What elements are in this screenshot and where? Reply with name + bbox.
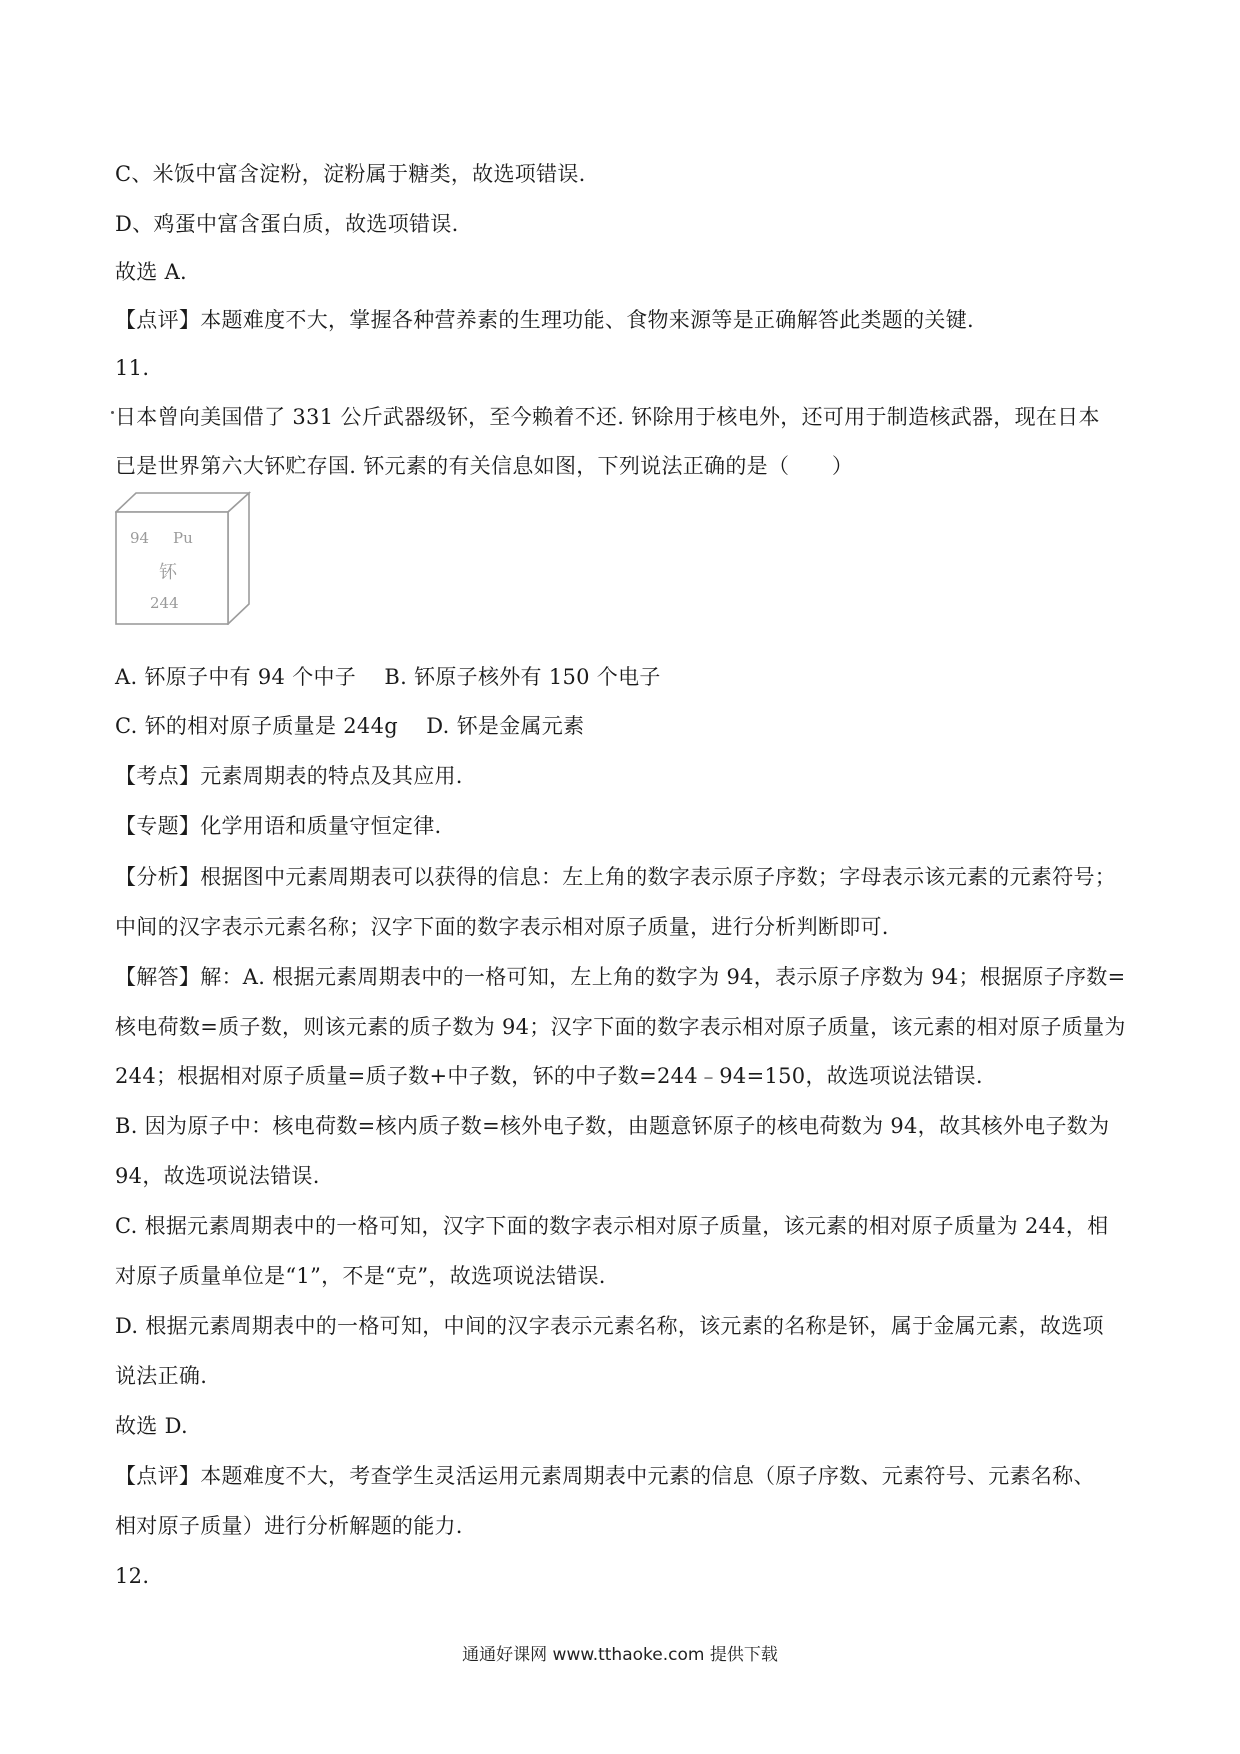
text-line: 【点评】本题难度不大，考查学生灵活运用元素周期表中元素的信息（原子序数、元素符号、元素名称、	[115, 1464, 1095, 1488]
text-line: 【解答】解：A. 根据元素周期表中的一格可知，左上角的数字为 94，表示原子序数为 94；根据原子序数=	[115, 965, 1126, 989]
text-line: 故选 D.	[115, 1414, 188, 1438]
element-name: 钚	[159, 562, 177, 583]
text-line: 对原子质量单位是“1”，不是“克”，故选项说法错误.	[115, 1264, 606, 1288]
text-line: C、米饭中富含淀粉，淀粉属于糖类，故选项错误.	[115, 162, 586, 186]
text-line: D. 根据元素周期表中的一格可知，中间的汉字表示元素名称，该元素的名称是钚，属于金属元素，故选项	[115, 1314, 1104, 1338]
element-mass: 244	[150, 594, 179, 612]
element-symbol: Pu	[173, 529, 193, 547]
question-number: 11.	[115, 356, 150, 380]
page-footer: 通通好课网 www.tthaoke.com 提供下载	[462, 1645, 778, 1665]
text-line: D、鸡蛋中富含蛋白质，故选项错误.	[115, 212, 459, 236]
text-line: 故选 A.	[115, 260, 188, 284]
text-line: B. 因为原子中：核电荷数=核内质子数=核外电子数，由题意钚原子的核电荷数为 94，故其核外电子数为	[115, 1114, 1110, 1138]
question-number: 12.	[115, 1564, 150, 1588]
text-line: 中间的汉字表示元素名称；汉字下面的数字表示相对原子质量，进行分析判断即可.	[115, 915, 889, 939]
text-line: C. 根据元素周期表中的一格可知，汉字下面的数字表示相对原子质量，该元素的相对原子质量为 244，相	[115, 1214, 1109, 1238]
text-line: 相对原子质量）进行分析解题的能力.	[115, 1514, 463, 1538]
text-line: 说法正确.	[115, 1364, 208, 1388]
stray-mark	[111, 411, 114, 414]
answer-options: C. 钚的相对原子质量是 244g D. 钚是金属元素	[115, 714, 585, 738]
element-card-figure	[115, 490, 255, 625]
question-text: 日本曾向美国借了 331 公斤武器级钚，至今赖着不还. 钚除用于核电外，还可用于制造核武器，现在日本	[115, 405, 1100, 429]
text-line: 【点评】本题难度不大，掌握各种营养素的生理功能、食物来源等是正确解答此类题的关键.	[115, 308, 974, 332]
text-line: 94，故选项说法错误.	[115, 1164, 320, 1188]
text-line: 【考点】元素周期表的特点及其应用.	[115, 764, 463, 788]
question-text: 已是世界第六大钚贮存国. 钚元素的有关信息如图，下列说法正确的是（ ）	[115, 454, 854, 478]
text-line: 核电荷数=质子数，则该元素的质子数为 94；汉字下面的数字表示相对原子质量，该元素的相对原子质量为	[115, 1015, 1126, 1039]
text-line: 【专题】化学用语和质量守恒定律.	[115, 814, 442, 838]
element-card-cube	[115, 490, 255, 625]
text-line: 【分析】根据图中元素周期表可以获得的信息：左上角的数字表示原子序数；字母表示该元素的元素符号；	[115, 865, 1117, 889]
element-atomic-number: 94	[130, 529, 150, 547]
text-line: 244；根据相对原子质量=质子数+中子数，钚的中子数=244﹣94=150，故选项说法错误.	[115, 1064, 983, 1088]
answer-options: A. 钚原子中有 94 个中子 B. 钚原子核外有 150 个电子	[115, 665, 661, 689]
